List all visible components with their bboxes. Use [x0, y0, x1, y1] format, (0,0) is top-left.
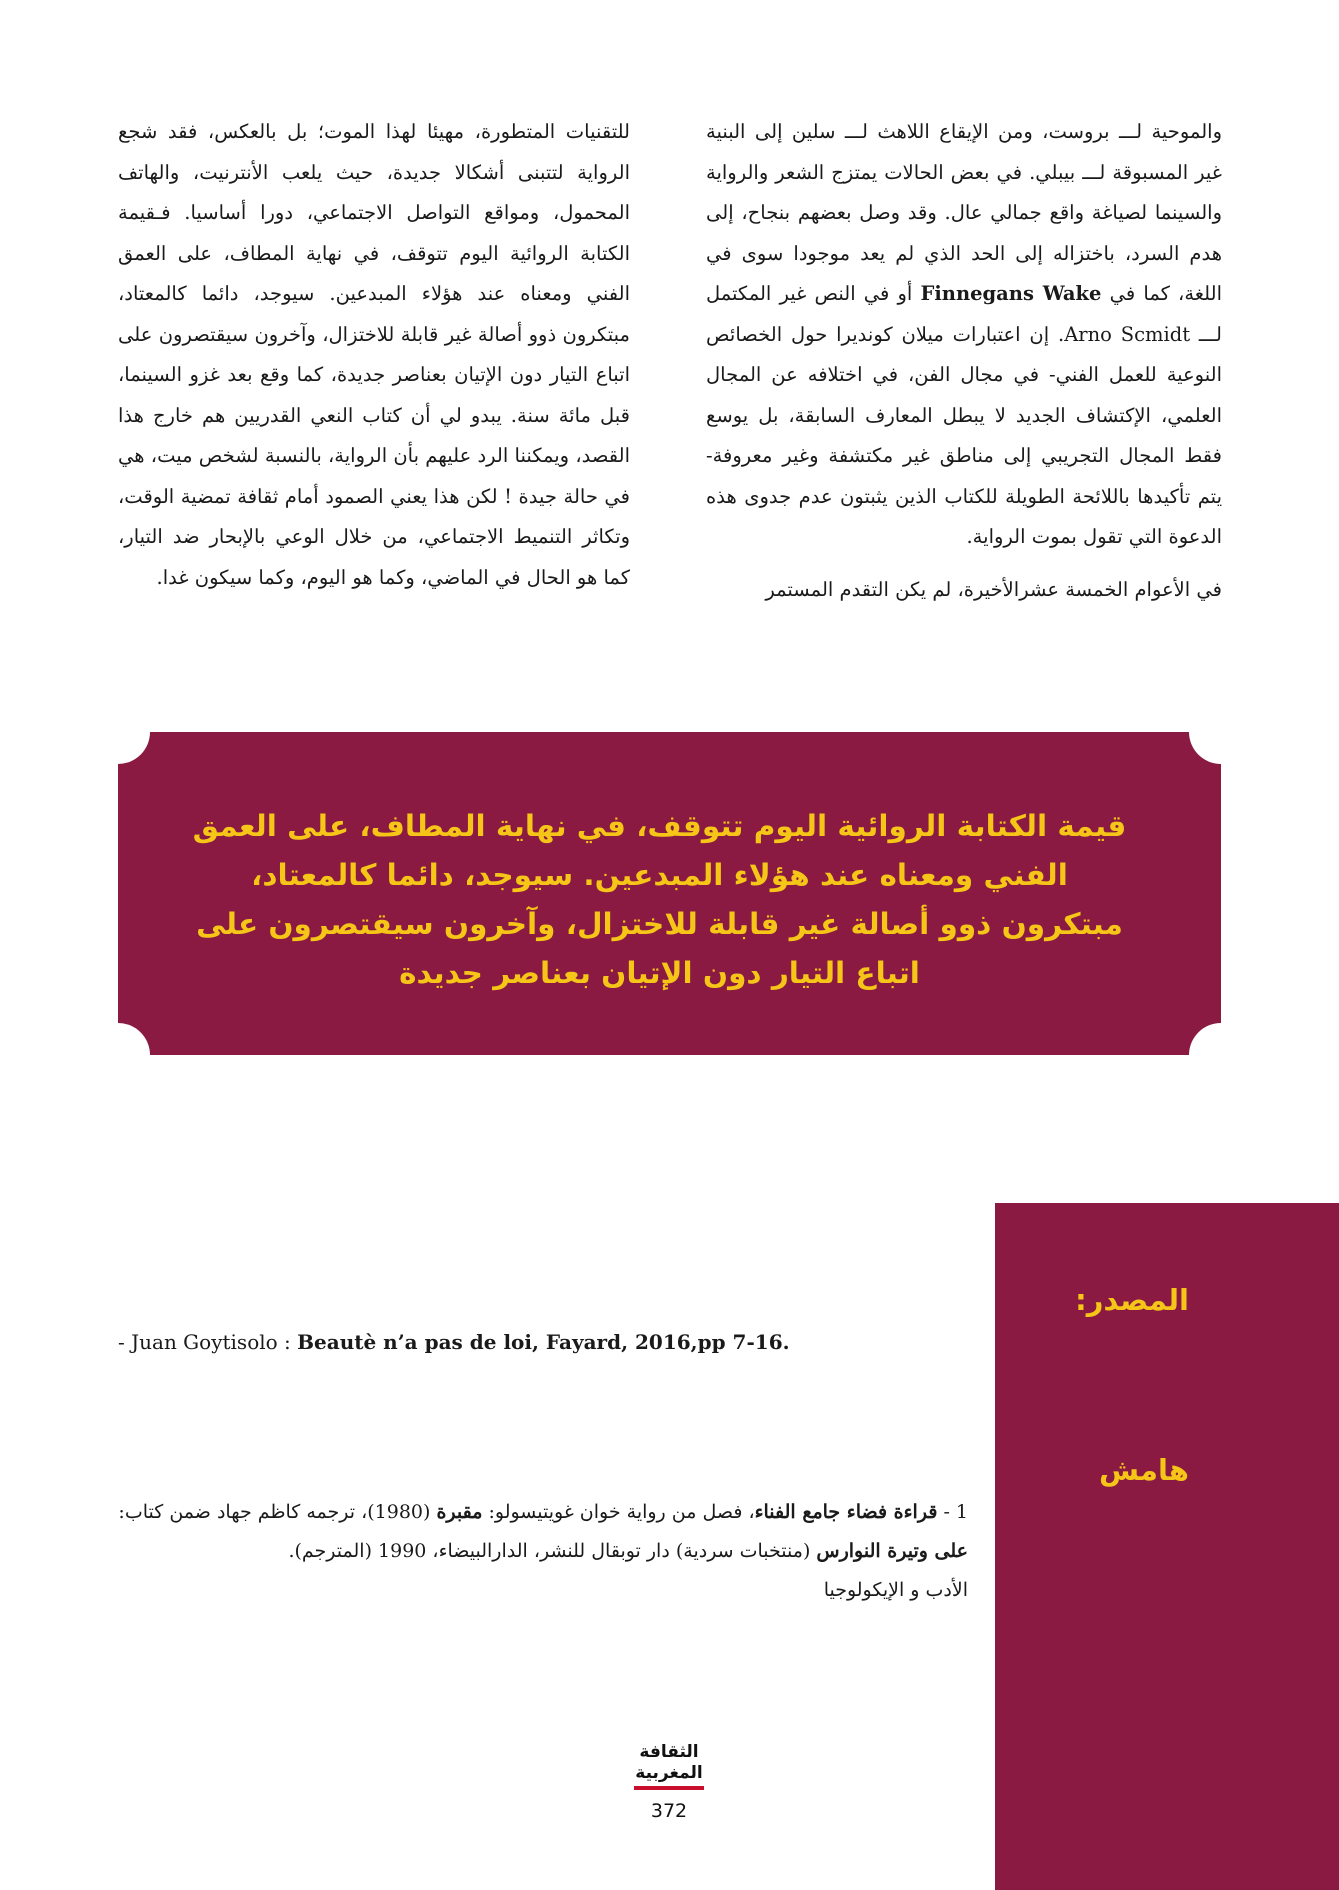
decorative-notch [1189, 1023, 1253, 1087]
logo-line: المغربية [635, 1763, 703, 1783]
decorative-notch [1189, 700, 1253, 764]
margin-heading: هامش [1099, 1453, 1189, 1487]
side-panel [995, 1203, 1339, 1890]
pull-quote-box [118, 732, 1221, 1055]
paragraph: للتقنيات المتطورة، مهيئا لهذا الموت؛ بل بالعكس، فقد شجع الرواية لتتبنى أشكالا جديدة، حيث يلعب الأنترنيت، والهاتف المحمول، ومواقع التواصل الاجتماعي، دورا أساسيا. فـقيمة الكتابة الروائية اليوم تتوقف، في نهاية المطاف، على العمق الفني ومعناه عند هؤلاء المبدعين. سيوجد، دائما كالمعتاد، مبتكرون ذوو أصالة غير قابلة للاختزال، وآخرون سيقتصرون على اتباع التيار دون الإتيان بعناصر جديدة، كما وقع بعد غزو السينما، قبل مائة سنة. يبدو لي أن كتاب النعي القدريين هم خارج هذا القصد، ويمكننا الرد عليهم بأن الرواية، بالنسبة لشخص ميت، هي في حالة جيدة ! لكن هذا يعني الصمود أمام ثقافة تمضية الوقت، وتكاثر التنميط الاجتماعي، من خلال الوعي بالإبحار ضد التيار، كما هو الحال في الماضي، وكما هو اليوم، وكما سيكون غدا. [118, 120, 630, 589]
page-number: 372 [650, 1800, 688, 1822]
source-heading: المصدر: [1075, 1283, 1189, 1317]
magazine-logo [632, 1742, 706, 1800]
decorative-notch [86, 700, 150, 764]
article-column-left [118, 112, 630, 598]
footnote-entry: 1 - قراءة فضاء جامع الفناء، فصل من رواية خوان غويتيسولو: مقبرة (1980)، ترجمه كاظم جهاد ضمن كتاب: على وتيرة النوارس (منتخبات سردية) دار توبقال للنشر، الدارالبيضاء، 1990 (المترجم). [118, 1501, 968, 1562]
footnote-section-title: الأدب و الإيكولوجيا [823, 1579, 968, 1601]
author-name: Arno Scmidt [1064, 322, 1191, 346]
paragraph: في الأعوام الخمسة عشرالأخيرة، لم يكن التقدم المستمر [765, 577, 1222, 601]
logo-underline [634, 1786, 704, 1790]
pull-quote-text: قيمة الكتابة الروائية اليوم تتوقف، في نهاية المطاف، على العمق الفني ومعناه عند هؤلاء المبدعين. سيوجد، دائما كالمعتاد، مبتكرون ذوو أصالة غير قابلة للاختزال، وآخرون سيقتصرون على اتباع التيار دون الإتيان بعناصر جديدة [192, 809, 1127, 990]
paragraph: والموحية لـــ بروست، ومن الإيقاع اللاهث لـــ سلين إلى البنية غير المسبوقة لـــ بيبلي. في بعض الحالات يمتزج الشعر والرواية والسينما لصياغة واقع جمالي عال. وقد وصل بعضهم بنجاح، إلى هدم السرد، باختزاله إلى الحد الذي لم يعد موجودا سوى في اللغة، كما في Finnegans Wake أو في النص غير المكتمل لـــ Arno Scmidt. إن اعتبارات ميلان كونديرا حول الخصائص النوعية للعمل الفني- في مجال الفن، في اختلافه عن المجال العلمي، الإكتشاف الجديد لا يبطل المعارف السابقة، بل يوسع فقط المجال التجريبي إلى مناطق غير مكتشفة وغير معروفة- يتم تأكيدها باللائحة الطويلة للكتاب الذين يثبتون عدم جدوى هذه الدعوة التي تقول بموت الرواية. [706, 120, 1223, 548]
footnote [118, 1493, 968, 1610]
source-title: Beautè n’a pas de loi, Fayard, 2016,pp 7-16. [297, 1330, 790, 1354]
decorative-notch [86, 1023, 150, 1087]
source-citation: - Juan Goytisolo : Beautè n’a pas de loi, Fayard, 2016,pp 7-16. [118, 1330, 790, 1354]
logo-line: الثقافة [639, 1742, 699, 1762]
bold-title: Finnegans Wake [920, 282, 1102, 305]
article-column-right [706, 112, 1222, 610]
